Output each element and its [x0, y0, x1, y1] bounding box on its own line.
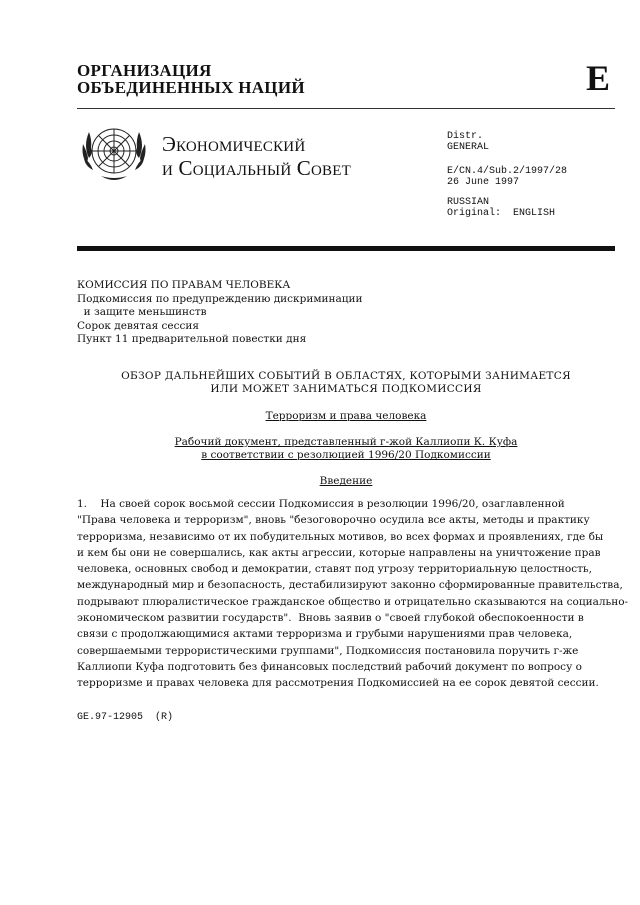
council-name: [162, 132, 351, 180]
paragraph-line: "Права человека и терроризм", вновь "безоговорочно осудила все акты, методы и практику: [77, 514, 590, 527]
document-language: RUSSIAN: [447, 197, 490, 208]
org-line-2: ОБЪЕДИНЕННЫХ НАЦИЙ: [77, 78, 305, 97]
paragraph-line: 1. На своей сорок восьмой сессии Подкомиссия в резолюции 1996/20, озаглавленной: [77, 498, 565, 510]
distr-label: Distr.: [447, 131, 484, 142]
meeting-info: [77, 279, 363, 347]
distribution-block: [447, 131, 489, 153]
paragraph-line: экономическом развитии государств". Вновь заявив о "своей глубокой обеспокоенности в: [77, 612, 584, 625]
title-line-1: ОБЗОР ДАЛЬНЕЙШИХ СОБЫТИЙ В ОБЛАСТЯХ, КОТОРЫМИ ЗАНИМАЕТСЯ: [121, 370, 571, 382]
working-paper-note: [77, 436, 615, 462]
document-symbol: E/CN.4/Sub.2/1997/28: [447, 166, 568, 177]
session-name: Сорок девятая сессия: [77, 319, 200, 332]
title-line-2: ИЛИ МОЖЕТ ЗАНИМАТЬСЯ ПОДКОМИССИЯ: [210, 383, 482, 395]
paragraph-line: человека, основных свобод и демократии, ставят под угрозу территориальную целостность,: [77, 563, 592, 576]
language-letter: E: [585, 58, 610, 98]
subtitle: [77, 410, 615, 423]
paragraph-line: терроризма, независимо от их побудительных мотивов, во всех формах и проявлениях, где бы: [77, 530, 604, 543]
org-line-1: ОРГАНИЗАЦИЯ: [77, 61, 212, 80]
paragraph-line: связи с продолжающимися актами терроризма и грубыми нарушениями прав человека,: [77, 628, 573, 641]
document-title: [77, 370, 615, 396]
subtitle-text: Терроризм и права человека: [265, 410, 427, 422]
intro-heading-text: Введение: [319, 475, 373, 487]
intro-heading: [77, 475, 615, 488]
paragraph-line: международный мир и безопасность, дестабилизируют законно сформированные правительства,: [77, 579, 623, 592]
working-paper-line-2: в соответствии с резолюцией 1996/20 Подкомиссии: [201, 449, 491, 461]
subcommission-name-cont: и защите меньшинств: [77, 306, 207, 318]
paragraph-line: совершаемыми террористическими группами", Подкомиссия постановила поручить г-же: [77, 644, 579, 657]
original-language: Original: ENGLISH: [447, 208, 556, 219]
working-paper-line-1: Рабочий документ, представленный г-жой Каллиопи К. Куфа: [174, 436, 518, 448]
paragraph-line: подрывают плюралистическое гражданское общество и отрицательно сказываются на социально-: [77, 595, 629, 608]
document-date: 26 June 1997: [447, 177, 520, 188]
language-block: [447, 197, 555, 219]
job-number: GE.97-12905 (R): [77, 712, 174, 723]
paragraph-line: терроризме и правах человека для рассмотрения Подкомиссией на ее сорок девятой сессии.: [77, 677, 599, 690]
header-thick-rule: [77, 246, 615, 251]
paragraph-line: и кем бы они не совершались, как акты агрессии, которые направлены на уничтожение прав: [77, 546, 601, 559]
organization-name: [77, 62, 305, 96]
paragraph-1: [77, 496, 629, 692]
commission-name: КОМИССИЯ ПО ПРАВАМ ЧЕЛОВЕКА: [77, 279, 291, 291]
header-rule: [77, 108, 615, 109]
subcommission-name: Подкомиссия по предупреждению дискриминации: [77, 292, 363, 305]
council-line-1: Экономический: [162, 132, 306, 156]
distr-value: GENERAL: [447, 142, 490, 153]
un-emblem-icon: [79, 118, 149, 188]
council-line-2: и Социальный Совет: [162, 156, 351, 180]
paragraph-line: Каллиопи Куфа подготовить без финансовых последствий рабочий документ по вопросу о: [77, 660, 582, 673]
document-symbol-block: [447, 166, 567, 188]
agenda-item: Пункт 11 предварительной повестки дня: [77, 333, 307, 345]
